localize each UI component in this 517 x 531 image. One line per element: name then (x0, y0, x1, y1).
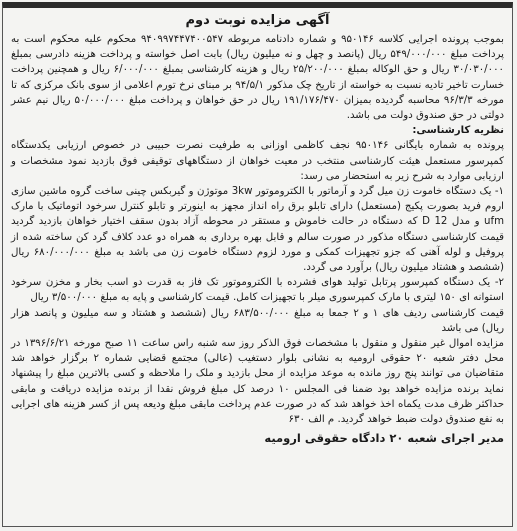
auction-terms-paragraph: مزایده اموال غیر منقول و منقول با مشخصات فوق الذکر روز سه شنبه راس ساعت ۱۱ صبح مورخه ۱۳۹۶/۶/۲۱ در محل دفتر شعبه ۲۰ حقوقی ارومیه به نشانی بلوار دستغیب (عالی) مجتمع قضایی شماره ۲ برگزار خواهد شد متقاضیان می توانند پنج روز مانده به موعد مزایده از محل بازدید و ملک را ملاحظه و کسی بالاترین مبلغ را پیشنهاد نماید برنده مزایده خواهد بود ضمنا فی المجلس ۱۰ درصد کل مبلغ فروش نقدا از برنده مزایده دریافت و مابقی حداکثر ظرف مدت یکماه اخذ خواهد شد که در صورت عدم پرداخت مابقی مبلغ ودیعه پس از کسر هزینه های اجرایی به نفع صندوق دولت ضبط خواهد گردید. م الف ۶۳۰ (11, 338, 505, 426)
auction-notice (2, 2, 513, 527)
item-2-paragraph: ۲- یک دستگاه کمپرسور پرتابل تولید هوای فشرده با الکتروموتور تک فاز به قدرت دو اسب بخار و مخزن سرخود استوانه ای ۱۵۰ لیتری با مارک کمپرسوری میلر با تجهیزات کامل. قیمت کارشناسی و پایه به مبلغ ۳/۵۰۰/۰۰۰ ریال (11, 277, 504, 304)
expert-opinion-heading: نظریه کارشناسی: (412, 125, 504, 137)
item-1-paragraph: ۱- یک دستگاه خاموت زن میل گرد و آرماتور با الکتروموتور 3kw موتوژن و گیربکس چینی ساخت گروه ماشین سازی اروم فرید بصورت پکیج (مستعمل) دارای تابلو برق راه انداز مجهز به اینورتر و تابلو کنترل سرخود اتوماتیک با مارک ufm و مدل 12 D که دستگاه در حالت خاموش و مستقر در محوطه آزاد بدون سقف اختیار خواهان بازدید گردید قیمت کارشناسی دستگاه مذکور در صورت سالم و قابل بهره برداری به همراه دو عدد کلاف گرد کن ساخته شده از پروفیل و لوله آهنی که جزو تجهیزات کمکی و مورد لزوم دستگاه خاموت زن می باشد به مبلغ ۶۸۰/۰۰۰/۰۰۰ ریال (ششصد و هشتاد میلیون ریال) برآورد می گردد. (11, 186, 505, 274)
signature: مدیر اجرای شعبه ۲۰ دادگاه حقوقی ارومیه (264, 431, 504, 446)
total-value-paragraph: قیمت کارشناسی ردیف های ۱ و ۲ جمعا به مبلغ ۶۸۳/۵۰۰/۰۰۰ ریال (ششصد و هشتاد و سه میلیون و پانصد هزار ریال) می باشد (11, 307, 504, 334)
case-description-paragraph: پرونده به شماره بایگانی ۹۵۰۱۴۶ نجف کاظمی اوزانی به طرفیت نصرت حبیبی در خصوص ارزیابی یکدستگاه کمپرسور مستعمل هیئت کارشناسی منتخب در معیت خواهان از دستگاههای توقیفی فوق بازدید نمود مشخصات و ارزیابی موارد به شرح زیر به استحضار می رسد: (11, 140, 504, 182)
notice-title: آگهی مزایده نوبت دوم (185, 13, 330, 28)
judgment-paragraph: بموجب پرونده اجرایی کلاسه ۹۵۰۱۴۶ و شماره دادنامه مربوطه ۹۴۰۹۹۷۴۴۷۴۰۰۵۴۷ محکوم علیه محکوم است به پرداخت مبلغ ۵۴۹/۰۰۰/۰۰۰ ریال (پانصد و چهل و نه میلیون ریال) بابت اصل خواسته و پرداخت هزینه دادرسی بمبلغ ۳۰/۰۳۰/۰۰۰ ریال و حق الوکاله بمبلغ ۲۵/۲۰۰/۰۰۰ ریال و هزینه کارشناسی بمبلغ ۶/۰۰۰/۰۰۰ ریال و همچنین پرداخت خسارت تاخیر تادیه نسبت به خواسته از تاریخ چک مذکور ۹۴/۵/۱ بر مبنای نرخ تورم اعلامی از سوی بانک مرکزی که تا مورخه ۹۶/۳/۳ محاسبه گردیده بمیزان ۱۹۱/۱۷۶/۴۷۰ ریال در حق خواهان و پرداخت مبلغ ۵۰/۰۰۰/۰۰۰ ریال نیم عشر دولتی در حق صندوق دولت می باشد. (11, 34, 505, 122)
